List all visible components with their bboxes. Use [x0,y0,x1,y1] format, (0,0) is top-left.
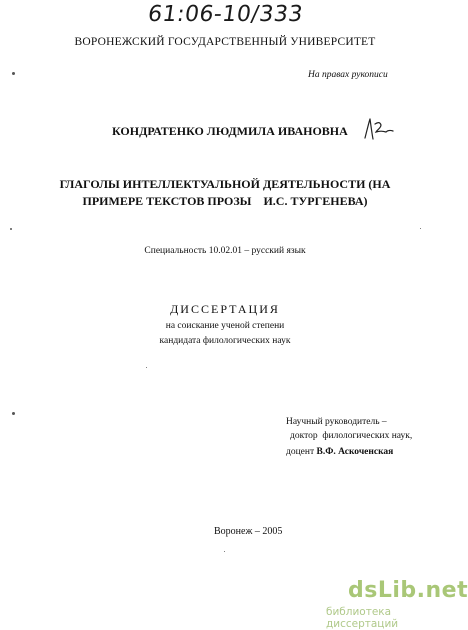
city-year: Воронеж – 2005 [214,526,283,537]
archive-number: 61:06-10/333 [146,2,305,27]
university-name: ВОРОНЕЖСКИЙ ГОСУДАРСТВЕННЫЙ УНИВЕРСИТЕТ [74,36,376,48]
supervisor-degree: доктор филологических наук, [290,431,413,441]
watermark-logo: dsLib.net [348,578,468,603]
supervisor-title: доцент [286,447,317,457]
supervisor-role: Научный руководитель – [286,417,387,427]
supervisor-name-line [286,447,393,457]
scan-dot [10,228,12,230]
dissertation-title-line2: ПРИМЕРЕ ТЕКСТОВ ПРОЗЫ И.С. ТУРГЕНЕВА) [82,194,368,208]
degree-line2: кандидата филологических наук [159,336,291,346]
specialty: Специальность 10.02.01 – русский язык [144,246,306,256]
scan-dot [12,412,15,415]
scan-dot [146,367,147,368]
author-name: КОНДРАТЕНКО ЛЮДМИЛА ИВАНОВНА [112,124,348,138]
dissertation-title-line1: ГЛАГОЛЫ ИНТЕЛЛЕКТУАЛЬНОЙ ДЕЯТЕЛЬНОСТИ (НА [59,177,391,191]
supervisor-name: В.Ф. Аскоченская [316,447,394,457]
degree-line1: на соискание ученой степени [165,321,285,331]
watermark [320,578,468,630]
rights-note: На правах рукописи [308,70,388,80]
scan-dot [12,72,15,75]
dissertation-label: ДИССЕРТАЦИЯ [170,302,280,316]
scan-dot [224,551,225,552]
watermark-caption: библиотека диссертаций [326,606,399,630]
signature-icon [362,116,396,142]
scan-dot [420,228,421,229]
